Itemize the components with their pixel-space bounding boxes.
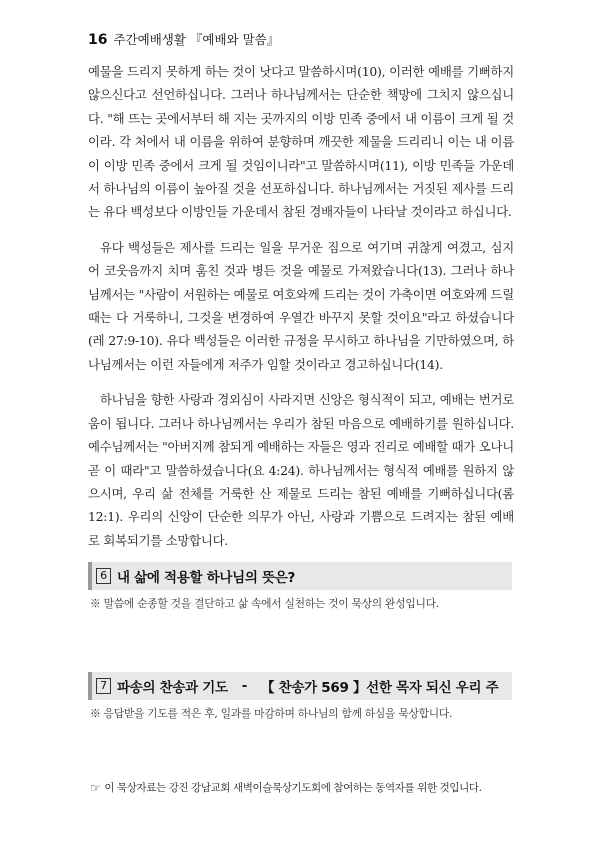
section-apply-note: ※ 말씀에 순종할 것을 결단하고 삶 속에서 실천하는 것이 묵상의 완성입니다.: [90, 597, 439, 610]
header-title: 주간예배생활 『예배와 말씀』: [113, 32, 280, 47]
section-sending-title: 파송의 찬송과 기도: [117, 680, 228, 696]
hymn-title: 【 찬송가 569 】선한 목자 되신 우리 주: [261, 680, 499, 696]
page-number: 16: [88, 32, 108, 48]
section-apply-bar: [88, 562, 512, 590]
section-apply: [88, 562, 512, 611]
section-dash: -: [241, 678, 248, 694]
paragraph-1: 예물을 드리지 못하게 하는 것이 낫다고 말씀하시며(10), 이러한 예배를 기뻐하지 않으신다고 선언하십니다. 그러나 하나님께서는 단순한 책망에 그치지 않으십니다. "해 뜨는 곳에서부터 해 지는 곳까지의 이방 민족 중에서 내 이름이 크게 될 것이라. 각 처에서 내 이름을 위하여 분향하며 깨끗한 제물을 드리리니 이는 내 이름이 이방 민족 중에서 크게 될 것임이니라"고 말씀하시며(11), 이방 민족들 가운데서 하나님의 이름이 높아질 것을 선포하십니다. 하나님께서는 거짓된 제사를 드리는 유다 백성보다 이방인들 가운데서 참된 경배자들이 나타날 것이라고 하십니다.: [88, 64, 514, 220]
page-header: [88, 30, 279, 48]
section-sending: [88, 672, 512, 721]
section-number-badge: 6: [96, 568, 111, 584]
section-sending-note: ※ 응답받을 기도를 적은 후, 일과를 마감하며 하나님의 함께 하심을 묵상합니다.: [90, 707, 453, 720]
paragraph-3: 하나님을 향한 사랑과 경외심이 사라지면 신앙은 형식적이 되고, 예배는 번거로움이 됩니다. 그러나 하나님께서는 우리가 참된 마음으로 예배하기를 원하십니다. 예수님께서는 "아버지께 참되게 예배하는 자들은 영과 진리로 예배할 때가 오나니 곧 이 때라"고 말씀하셨습니다(요 4:24). 하나님께서는 형식적 예배를 원하지 않으시며, 우리 삶 전체를 거룩한 산 제물로 드리는 참된 예배를 기뻐하십니다(롬 12:1). 우리의 신앙이 단순한 의무가 아닌, 사랑과 기쁨으로 드려지는 참된 예배로 회복되기를 소망합니다.: [88, 392, 514, 548]
paragraph-2: 유다 백성들은 제사를 드리는 일을 무거운 짐으로 여기며 귀찮게 여겼고, 심지어 코웃음까지 치며 훔친 것과 병든 것을 예물로 가져왔습니다(13). 그러나 하나님께서는 "사람이 서원하는 예물로 여호와께 드리는 것이 가축이면 여호와께 드릴 때는 다 거룩하니, 그것을 변경하여 우열간 바꾸지 못할 것이요"라고 하셨습니다(레 27:9-10). 유다 백성들은 이러한 규정을 무시하고 하나님을 기만하였으며, 하나님께서는 이런 자들에게 저주가 임할 것이라고 경고하십니다(14).: [88, 239, 514, 372]
footer-note: [90, 780, 482, 795]
section-sending-bar: [88, 672, 512, 700]
body-text: [88, 60, 514, 564]
footer-text: 이 묵상자료는 강진 강남교회 새벽이슬묵상기도회에 참여하는 동역자를 위한 것입니다.: [104, 782, 482, 794]
section-apply-title: 내 삶에 적용할 하나님의 뜻은?: [117, 570, 296, 586]
section-number-badge: 7: [96, 678, 111, 694]
pointing-hand-icon: ☞: [90, 780, 101, 795]
